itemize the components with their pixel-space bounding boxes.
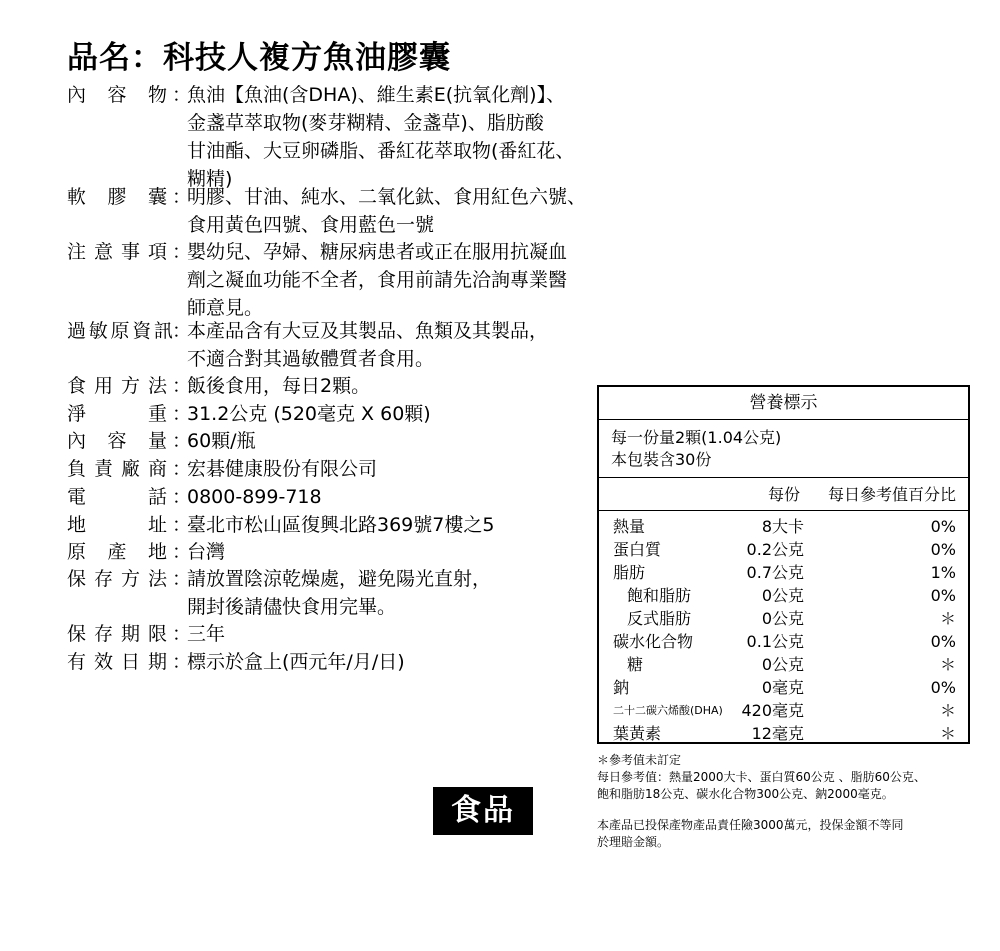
field-value-line: 甘油酯、大豆卵磷脂、番紅花萃取物(番紅花、 <box>187 140 575 162</box>
nutrient-value: 0公克 <box>761 586 804 605</box>
field-label: 食 用 方 法 <box>67 375 167 397</box>
field-value <box>187 483 667 511</box>
field-colon: ： <box>172 623 192 645</box>
nutrient-value: 8大卡 <box>761 517 804 536</box>
field-value <box>187 648 667 676</box>
field-label: 負 責 廠 商 <box>67 458 167 480</box>
field-value-line: 金盞草萃取物(麥芽糊精、金盞草)、脂肪酸 <box>187 112 544 134</box>
field-value-line: 0800-899-718 <box>187 486 322 508</box>
field-value-line: 三年 <box>187 623 226 645</box>
nutrient-name: 反式脂肪 <box>627 609 692 628</box>
nutrient-daily-value: ＊ <box>939 724 956 743</box>
field-value-line: 臺北市松山區復興北路369號7樓之5 <box>187 514 495 536</box>
col-daily-value: 每日參考值百分比 <box>827 485 956 504</box>
field-colon: ： <box>172 320 192 342</box>
field-value-line: 標示於盒上(西元年/月/日) <box>187 651 405 673</box>
field-colon: ： <box>172 186 192 208</box>
nutrient-value: 0.1公克 <box>746 632 804 651</box>
nutrient-value: 0.7公克 <box>746 563 804 582</box>
field-value-line: 請放置陰涼乾燥處，避免陽光直射， <box>187 568 492 590</box>
nutrition-table <box>597 385 970 744</box>
field-label: 過 敏 原 資 訊 <box>67 320 172 342</box>
nutrient-daily-value: ＊ <box>939 655 956 674</box>
field-value <box>187 317 667 373</box>
field-value-line: 嬰幼兒、孕婦、糖尿病患者或正在服用抗凝血 <box>187 241 568 263</box>
food-badge: 食品 <box>433 787 533 835</box>
field-value-line: 不適合對其過敏體質者食用。 <box>187 348 435 370</box>
nutrition-row <box>599 584 968 607</box>
nutrient-name: 二十二碳六烯酸(DHA) <box>613 704 723 717</box>
field-value-line: 本產品含有大豆及其製品、魚類及其製品， <box>187 320 549 342</box>
nutrition-row <box>599 653 968 676</box>
nutrient-value: 420毫克 <box>741 701 804 720</box>
field-value <box>187 372 667 400</box>
note-insurance-1: 本產品已投保產物產品責任險3000萬元，投保金額不等同 <box>597 818 904 832</box>
field-colon: ： <box>172 84 192 106</box>
field-colon: ： <box>172 403 192 425</box>
field-colon: ： <box>172 541 192 563</box>
serving-info <box>611 427 781 471</box>
field-value <box>187 538 667 566</box>
col-per-serving: 每份 <box>767 485 800 504</box>
nutrition-row <box>599 561 968 584</box>
nutrient-value: 0公克 <box>761 609 804 628</box>
field-value-line: 台灣 <box>187 541 226 563</box>
field-value-line: 60顆/瓶 <box>187 430 256 452</box>
nutrient-daily-value: 0% <box>930 632 956 651</box>
field-value <box>187 238 667 322</box>
nutrient-name: 碳水化合物 <box>613 632 694 651</box>
field-label: 保 存 方 法 <box>67 568 167 590</box>
field-value-line: 劑之凝血功能不全者，食用前請先洽詢專業醫 <box>187 269 568 291</box>
field-value <box>187 620 667 648</box>
field-colon: ： <box>172 430 192 452</box>
field-value <box>187 183 667 239</box>
note-reference-2: 飽和脂肪18公克、碳水化合物300公克、鈉2000毫克。 <box>597 787 894 801</box>
nutrition-row <box>599 515 968 538</box>
nutrient-value: 0毫克 <box>761 678 804 697</box>
field-value-line: 開封後請儘快食用完畢。 <box>187 596 397 618</box>
nutrient-name: 葉黃素 <box>613 724 662 743</box>
field-value-line: 師意見。 <box>187 297 264 319</box>
nutrition-row <box>599 722 968 745</box>
note-star: ＊參考值未訂定 <box>597 753 682 767</box>
field-label: 軟 膠 囊 <box>67 186 167 208</box>
nutrient-value: 12毫克 <box>751 724 804 743</box>
field-label: 原 產 地 <box>67 541 167 563</box>
field-label: 有 效 日 期 <box>67 651 167 673</box>
notes <box>597 752 987 851</box>
nutrition-row <box>599 676 968 699</box>
field-label: 內 容 量 <box>67 430 167 452</box>
field-label: 注 意 事 項 <box>67 241 167 263</box>
nutrient-value: 0.2公克 <box>746 540 804 559</box>
field-label: 內 容 物 <box>67 84 167 106</box>
field-value <box>187 81 667 193</box>
nutrition-row <box>599 607 968 630</box>
nutrient-name: 飽和脂肪 <box>627 586 692 605</box>
nutrient-name: 脂肪 <box>613 563 646 582</box>
field-label: 電 話 <box>67 486 167 508</box>
field-colon: ： <box>172 375 192 397</box>
serving-size: 每一份量2顆(1.04公克) <box>611 428 782 447</box>
field-value <box>187 565 667 621</box>
nutrition-row <box>599 699 968 722</box>
field-colon: ： <box>172 241 192 263</box>
field-label: 保 存 期 限 <box>67 623 167 645</box>
nutrient-daily-value: ＊ <box>939 701 956 720</box>
field-label: 地 址 <box>67 514 167 536</box>
field-value-line: 糊精) <box>187 168 233 190</box>
field-value <box>187 455 667 483</box>
note-insurance-2: 於理賠金額。 <box>597 835 670 849</box>
field-value <box>187 511 667 539</box>
nutrient-name: 鈉 <box>613 678 630 697</box>
field-colon: ： <box>172 486 192 508</box>
servings-per-pack: 本包裝含30份 <box>611 450 712 469</box>
field-value-line: 魚油【魚油(含DHA)、維生素E(抗氧化劑)】、 <box>187 84 566 106</box>
nutrient-daily-value: 0% <box>930 586 956 605</box>
nutrition-row <box>599 538 968 561</box>
note-reference-1: 每日參考值：熱量2000大卡、蛋白質60公克 、脂肪60公克、 <box>597 770 926 784</box>
field-value-line: 明膠、甘油、純水、二氧化鈦、食用紅色六號、 <box>187 186 587 208</box>
field-value-line: 31.2公克 (520毫克 X 60顆) <box>187 403 431 425</box>
field-label: 淨 重 <box>67 403 167 425</box>
nutrient-daily-value: 0% <box>930 517 956 536</box>
field-value <box>187 400 667 428</box>
nutrition-row <box>599 630 968 653</box>
field-value-line: 宏碁健康股份有限公司 <box>187 458 378 480</box>
field-value-line: 食用黃色四號、食用藍色一號 <box>187 214 435 236</box>
nutrient-name: 熱量 <box>613 517 646 536</box>
nutrient-name: 糖 <box>627 655 644 674</box>
product-title: 品名：科技人複方魚油膠囊 <box>67 40 451 76</box>
nutrient-daily-value: 0% <box>930 540 956 559</box>
field-value <box>187 427 667 455</box>
nutrition-title: 營養標示 <box>599 387 968 420</box>
nutrient-value: 0公克 <box>761 655 804 674</box>
nutrient-daily-value: 1% <box>930 563 956 582</box>
nutrient-daily-value: ＊ <box>939 609 956 628</box>
field-colon: ： <box>172 651 192 673</box>
field-value-line: 飯後食用，每日2顆。 <box>187 375 371 397</box>
table-divider <box>599 510 968 511</box>
table-divider <box>599 477 968 478</box>
field-colon: ： <box>172 514 192 536</box>
nutrient-daily-value: 0% <box>930 678 956 697</box>
field-colon: ： <box>172 568 192 590</box>
field-colon: ： <box>172 458 192 480</box>
nutrient-name: 蛋白質 <box>613 540 662 559</box>
